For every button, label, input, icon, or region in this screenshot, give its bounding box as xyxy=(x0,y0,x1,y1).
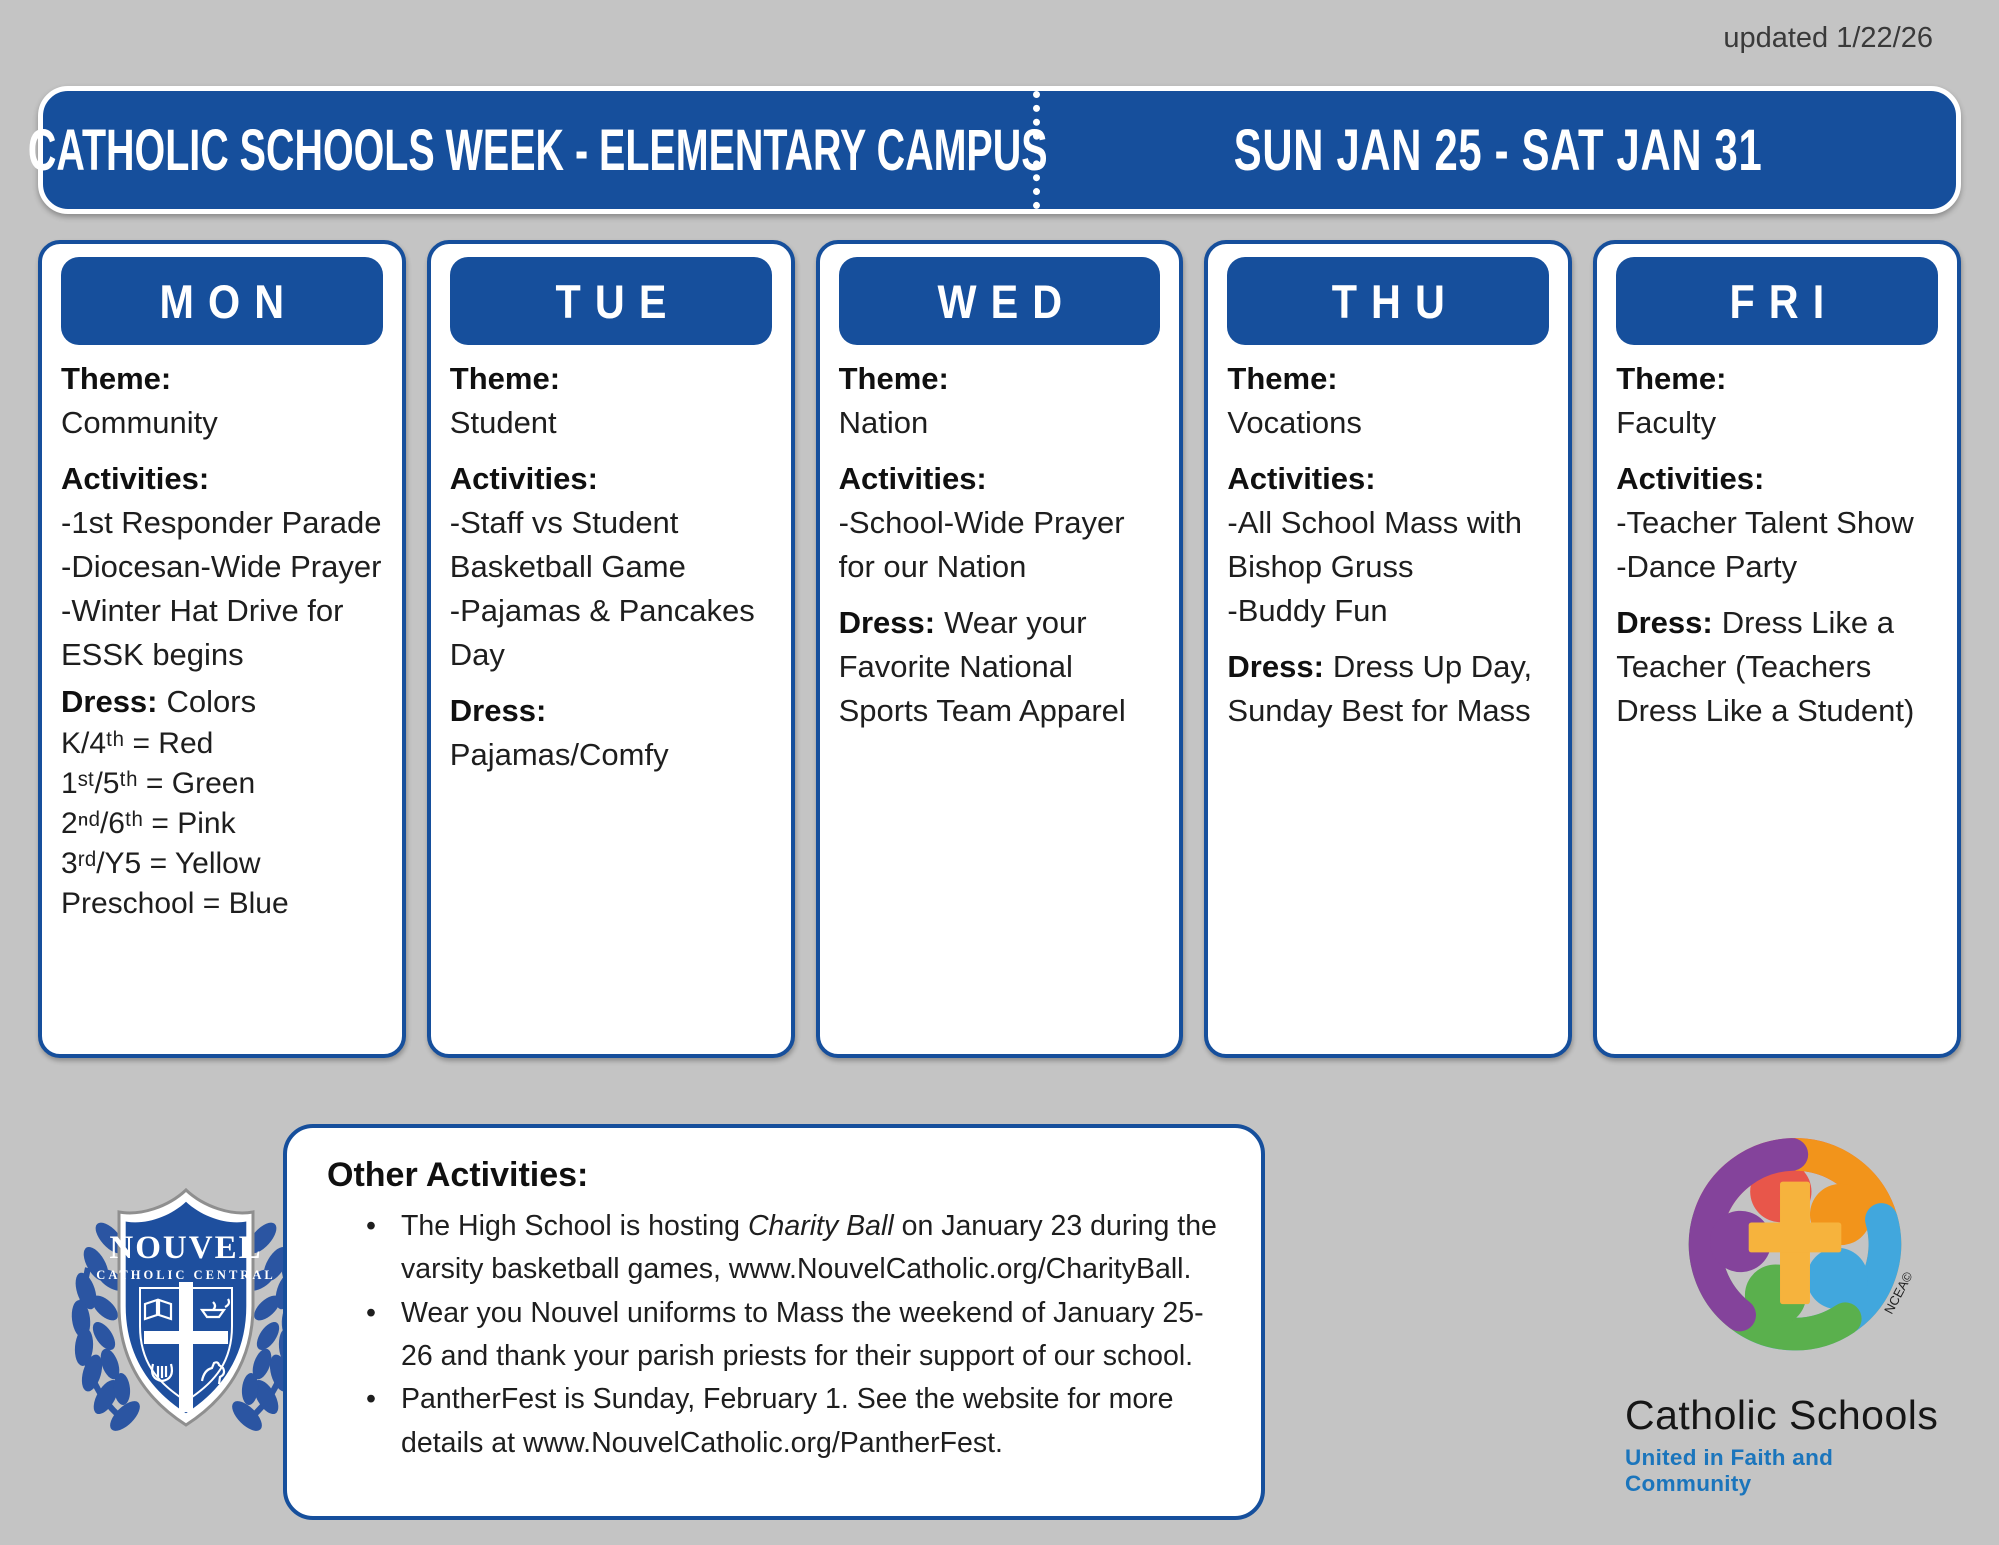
activity-item: -Buddy Fun xyxy=(1227,593,1388,629)
day-name: WED xyxy=(937,274,1076,328)
theme-label: Theme: xyxy=(838,361,949,396)
catholic-schools-title: Catholic Schools xyxy=(1625,1392,1939,1438)
dress-value: Wear your Favorite National Sports Team Apparel xyxy=(838,605,1126,729)
bullet-dot: • xyxy=(366,1383,376,1416)
day-header-fri xyxy=(1616,257,1938,345)
activity-item: -Staff vs Student Basketball Game xyxy=(449,505,686,585)
other-activities-heading: Other Activities: xyxy=(327,1156,589,1194)
dress-label: Dress: xyxy=(61,684,158,720)
activities-label: Activities: xyxy=(61,461,210,497)
theme-label: Theme: xyxy=(449,361,561,396)
dress-label: Dress: xyxy=(449,693,547,729)
dress-color-line: 1ˢᵗ/5ᵗʰ = Green xyxy=(61,767,256,801)
bullet-text xyxy=(401,1378,1235,1465)
activity-item: -Winter Hat Drive for ESSK begins xyxy=(61,593,344,673)
dress-color-line: 2ⁿᵈ/6ᵗʰ = Pink xyxy=(61,806,236,840)
theme-section xyxy=(1616,357,1938,445)
day-card-mon xyxy=(38,240,406,1058)
day-card-thu xyxy=(1204,240,1572,1058)
bullet-text-part: The High School is hosting xyxy=(401,1210,748,1242)
bullet-text xyxy=(401,1205,1235,1292)
crest-subtitle: CATHOLIC CENTRAL xyxy=(96,1268,276,1282)
day-header-wed xyxy=(839,257,1161,345)
activity-item: -All School Mass with Bishop Gruss xyxy=(1227,505,1522,585)
bullet-text xyxy=(401,1292,1235,1379)
bullet-text-part: Wear you Nouvel uniforms to Mass the weekend of January 25-26 and thank your parish priests for their support of our school. xyxy=(401,1296,1204,1372)
other-activities-box xyxy=(283,1124,1265,1520)
ncea-mark: NCEA© xyxy=(1881,1269,1916,1317)
dress-section xyxy=(839,601,1161,733)
theme-value: Nation xyxy=(838,405,929,441)
theme-section xyxy=(1227,357,1549,445)
dress-label: Dress: xyxy=(1616,605,1713,641)
header-dates-area xyxy=(1040,117,1956,184)
page-title: CATHOLIC SCHOOLS WEEK - ELEMENTARY CAMPUS xyxy=(28,117,1048,183)
bullet-text-part: on January 23 during the varsity basketball games, www.NouvelCatholic.org/CharityBall. xyxy=(401,1210,1217,1286)
day-cards-row xyxy=(38,240,1961,1058)
theme-section xyxy=(450,357,772,445)
dress-value: Dress Like a Teacher (Teachers Dress Like a Student) xyxy=(1616,605,1915,729)
dress-section xyxy=(450,689,772,777)
dress-label: Dress: xyxy=(838,605,936,641)
dress-section xyxy=(1616,601,1938,733)
dress-color-line: 3ʳᵈ/Y5 = Yellow xyxy=(61,846,261,880)
day-name: MON xyxy=(159,274,299,328)
theme-value: Vocations xyxy=(1227,405,1362,441)
cross-icon xyxy=(179,1282,193,1412)
cross-icon xyxy=(144,1331,228,1344)
dress-value: Dress Up Day, Sunday Best for Mass xyxy=(1227,649,1533,729)
catholic-schools-logo xyxy=(1625,1108,1965,1497)
dress-color-list xyxy=(61,724,383,923)
dress-value: Pajamas/Comfy xyxy=(449,737,669,773)
activity-item: -Diocesan-Wide Prayer xyxy=(61,549,382,585)
bullet-item xyxy=(327,1378,1235,1465)
dress-value: Colors xyxy=(166,684,257,720)
bullet-dot: • xyxy=(366,1210,376,1242)
date-range: SUN JAN 25 - SAT JAN 31 xyxy=(1233,117,1763,183)
activities-label: Activities: xyxy=(1227,461,1376,497)
day-card-fri xyxy=(1593,240,1961,1058)
activities-section xyxy=(450,457,772,677)
theme-value: Community xyxy=(61,405,218,441)
bullet-item xyxy=(327,1292,1235,1379)
bullet-text-italic: Charity Ball xyxy=(747,1210,894,1242)
theme-value: Student xyxy=(449,405,557,441)
dress-color-line: Preschool = Blue xyxy=(61,886,289,920)
activity-item: -1st Responder Parade xyxy=(61,505,382,541)
catholic-schools-icon xyxy=(1652,1108,1938,1390)
bullet-text-part: PantherFest is Sunday, February 1. See the website for more details at www.NouvelCatholic.org/PantherFest. xyxy=(401,1383,1174,1459)
day-header-tue xyxy=(450,257,772,345)
updated-date: updated 1/22/26 xyxy=(1723,22,1933,54)
activity-item: -School-Wide Prayer for our Nation xyxy=(838,505,1125,585)
activities-section xyxy=(1616,457,1938,589)
theme-section xyxy=(61,357,383,445)
theme-label: Theme: xyxy=(1227,361,1338,396)
dress-section xyxy=(61,680,383,923)
header-banner xyxy=(28,86,1961,214)
theme-section xyxy=(839,357,1161,445)
activities-label: Activities: xyxy=(449,461,598,497)
day-name: FRI xyxy=(1729,274,1839,328)
activity-item: -Dance Party xyxy=(1616,549,1798,585)
day-header-thu xyxy=(1227,257,1549,345)
theme-value: Faculty xyxy=(1616,405,1717,441)
dress-color-line: K/4ᵗʰ = Red xyxy=(61,727,214,761)
bullet-item xyxy=(327,1205,1235,1292)
bullet-dot: • xyxy=(366,1296,376,1329)
theme-label: Theme: xyxy=(61,361,172,396)
activity-item: -Pajamas & Pancakes Day xyxy=(449,593,755,673)
day-name: THU xyxy=(1331,274,1459,328)
catholic-schools-subtitle: United in Faith and Community xyxy=(1625,1445,1834,1496)
theme-label: Theme: xyxy=(1616,361,1727,396)
activities-section xyxy=(61,457,383,677)
activities-section xyxy=(839,457,1161,589)
dress-section xyxy=(1227,645,1549,733)
day-card-tue xyxy=(427,240,795,1058)
activities-section xyxy=(1227,457,1549,633)
activities-label: Activities: xyxy=(1616,461,1765,497)
day-card-wed xyxy=(816,240,1184,1058)
dress-label: Dress: xyxy=(1227,649,1324,685)
activities-label: Activities: xyxy=(838,461,987,497)
activity-item: -Teacher Talent Show xyxy=(1616,505,1914,541)
crest-name: NOUVEL xyxy=(109,1230,263,1266)
day-header-mon xyxy=(61,257,383,345)
header-title-area xyxy=(28,117,1048,184)
day-name: TUE xyxy=(555,274,681,328)
